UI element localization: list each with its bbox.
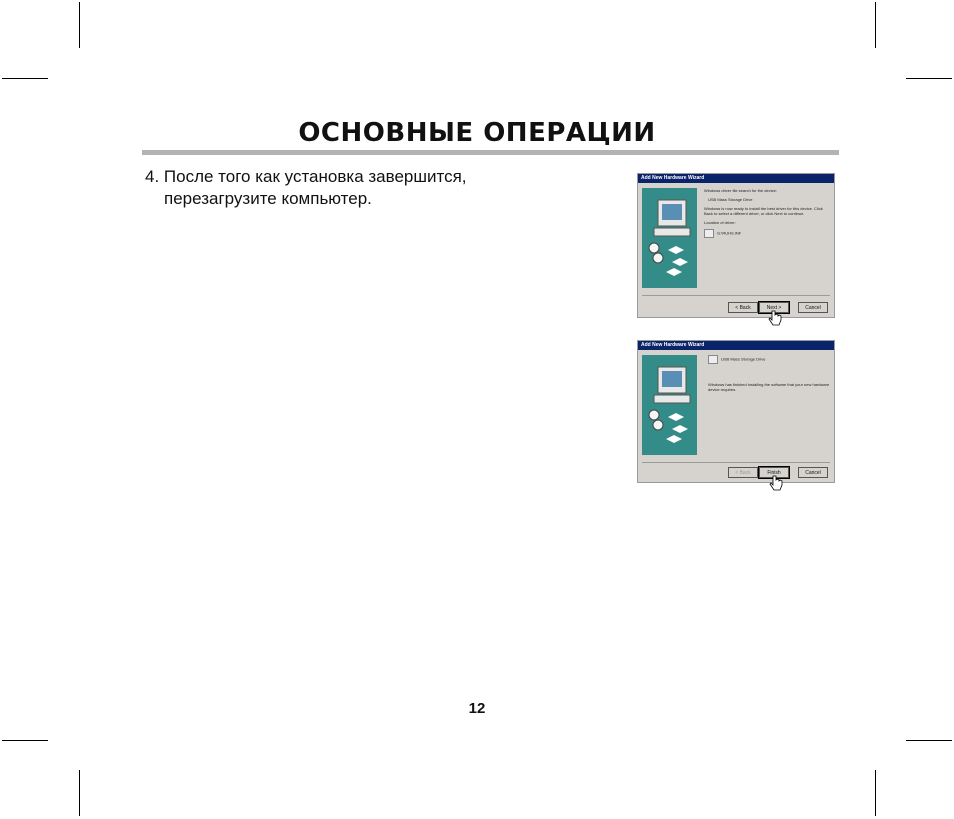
- file-icon: [704, 229, 714, 238]
- crop-mark: [2, 740, 48, 741]
- crop-mark: [906, 740, 952, 741]
- driver-file-row: [704, 229, 832, 238]
- page-title: ОСНОВНЫЕ ОПЕРАЦИИ: [298, 118, 656, 148]
- page-number: 12: [468, 700, 486, 717]
- hand-cursor-icon: [769, 475, 783, 493]
- computer-icon: [642, 188, 697, 288]
- device-name: USB Mass Storage Drive: [708, 197, 753, 202]
- step-text: [145, 166, 585, 210]
- dialog-body: [704, 188, 832, 242]
- crop-mark: [875, 2, 876, 48]
- ready-text: Windows is now ready to install the best driver for this device. Click Back to select a different driver, or click Next to continue.: [704, 206, 823, 216]
- wizard-screenshot-2: [637, 340, 835, 483]
- device-name: USB Mass Storage Drive: [721, 356, 766, 362]
- step-line-1: 4. После того как установка завершится,: [145, 167, 467, 186]
- title-rule: [142, 150, 839, 155]
- wizard-screenshot-1: [637, 173, 835, 318]
- hand-cursor-icon: [768, 310, 782, 328]
- next-button[interactable]: Next >: [759, 302, 789, 313]
- crop-mark: [2, 78, 48, 79]
- divider: [642, 462, 830, 463]
- back-button[interactable]: < Back: [728, 467, 758, 478]
- step-line-2: перезагрузите компьютер.: [164, 189, 372, 208]
- finish-text: Windows has finished installing the software that your new hardware device requires.: [708, 382, 830, 392]
- device-row: [708, 355, 836, 364]
- back-button[interactable]: < Back: [728, 302, 758, 313]
- wizard-illustration: [642, 188, 697, 288]
- crop-mark: [875, 770, 876, 816]
- crop-mark: [79, 2, 80, 48]
- wizard-illustration: [642, 355, 697, 455]
- crop-mark: [79, 770, 80, 816]
- device-icon: [708, 355, 718, 364]
- dialog-titlebar: Add New Hardware Wizard: [638, 174, 834, 183]
- dialog-titlebar: Add New Hardware Wizard: [638, 341, 834, 350]
- computer-icon: [642, 355, 697, 455]
- divider: [642, 295, 830, 296]
- dialog-body: [708, 355, 836, 396]
- cancel-button[interactable]: Cancel: [798, 302, 828, 313]
- cancel-button[interactable]: Cancel: [798, 467, 828, 478]
- location-label: Location of driver:: [704, 220, 736, 225]
- driver-file: G:\RUHS.INF: [717, 230, 742, 236]
- crop-mark: [906, 78, 952, 79]
- finish-button[interactable]: Finish: [759, 467, 789, 478]
- search-text: Windows driver file search for the device:: [704, 188, 777, 193]
